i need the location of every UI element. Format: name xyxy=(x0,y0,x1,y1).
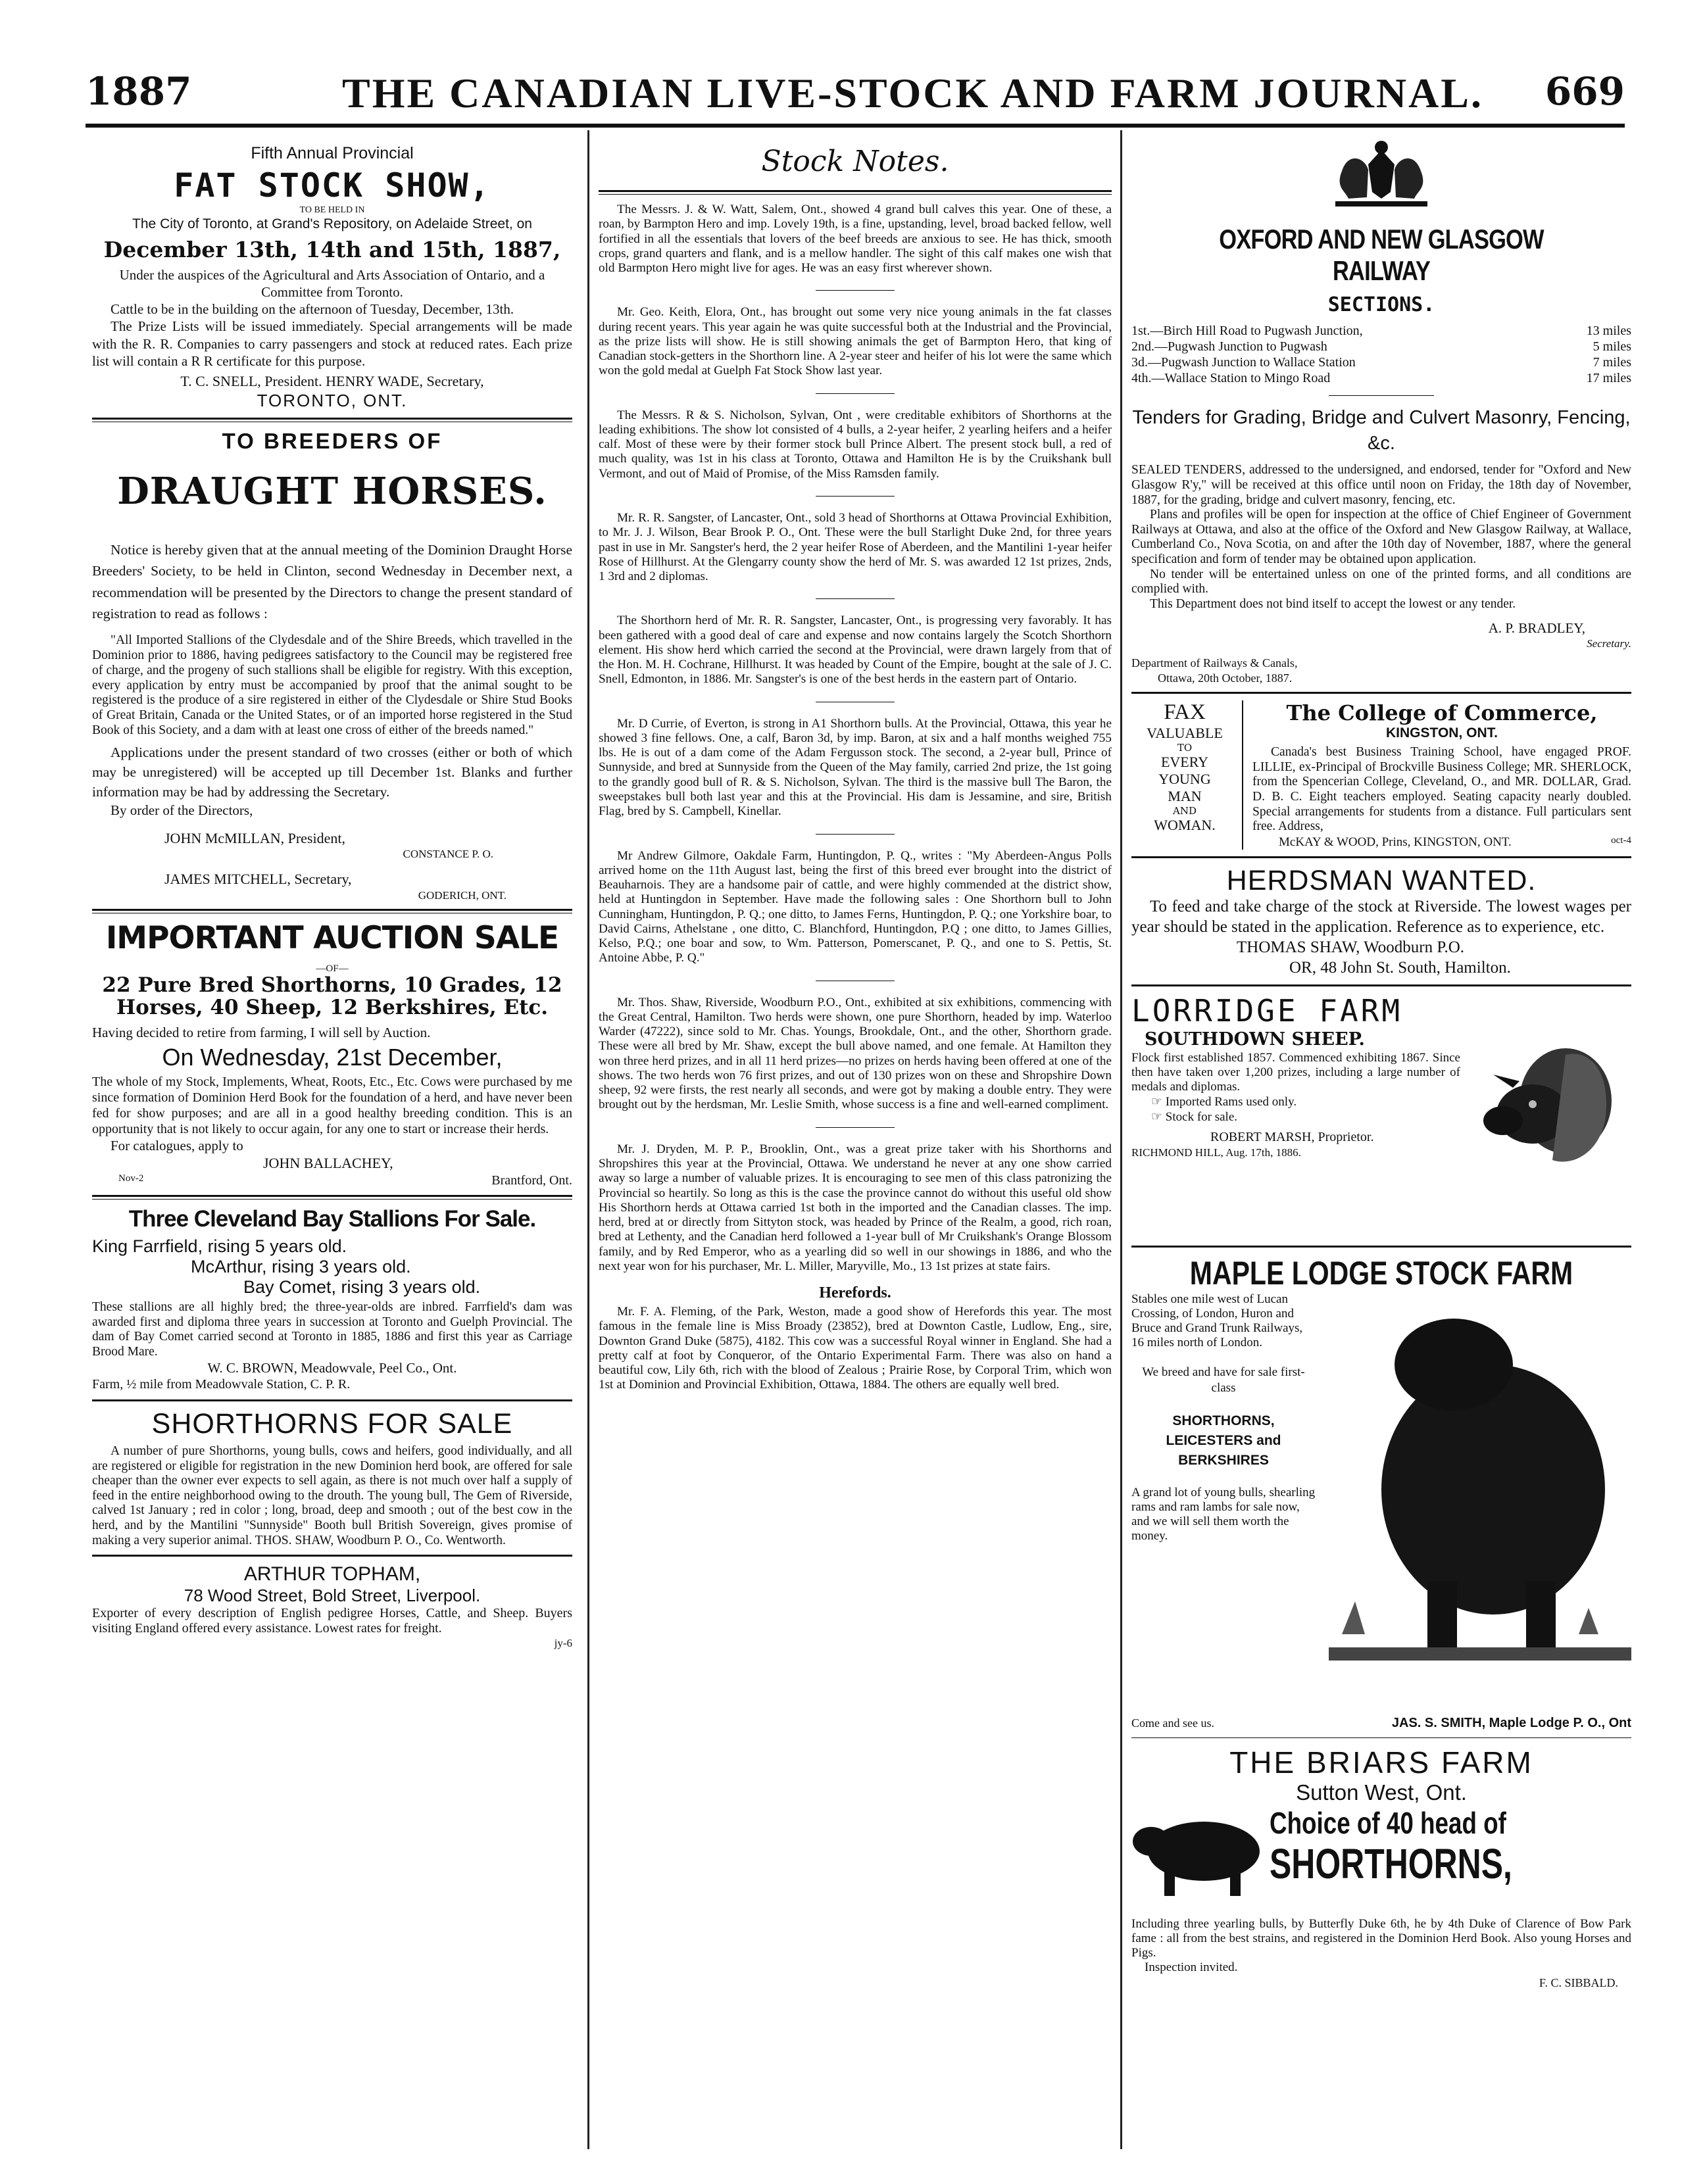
fax-sidebar xyxy=(1131,700,1243,850)
fax-text: YOUNG xyxy=(1158,771,1211,788)
ad-title: DRAUGHT HORSES. xyxy=(117,470,547,514)
sheep-head-image xyxy=(1473,1029,1625,1186)
ad-signature: McKAY & WOOD, Prins, KINGSTON, ONT. xyxy=(1279,835,1512,849)
ad-title: LORRIDGE FARM xyxy=(1131,993,1403,1029)
auction-sale-ad xyxy=(92,920,572,1189)
briars-farm-ad xyxy=(1131,1745,1631,1990)
column-middle xyxy=(599,132,1112,2144)
ad-place: KINGSTON, ONT. xyxy=(1386,725,1498,741)
ad-text: Exporter of every description of English pedigree Horses, Cattle, and Sheep. Buyers visiting England offered every assistance. Lowest rates for freight. xyxy=(92,1606,572,1636)
section-label: 4th.—Wallace Station to Mingo Road xyxy=(1131,371,1331,385)
ad-signature: ROBERT MARSH, Proprietor. xyxy=(1210,1129,1374,1144)
divider xyxy=(1131,692,1631,694)
ad-text: The City of Toronto, at Grand's Repository, on Adelaide Street, on xyxy=(132,216,532,232)
fax-text: AND xyxy=(1173,805,1197,817)
ad-text: A number of pure Shorthorns, young bulls, cows and heifers, good individually, and all are registered or eligible for registration in the new Dominion herd book, are offered for sale cheaper than the owner ever expects to sell again, as there is not much over half a supply of feed in the entire neighborhood owing to the drouth. The young bull, The Gem of Riverside, calved 1st January ; red in color ; long, broad, deep and smooth ; out of the best cow in the herd, and by the Mantilini "Sunnyside" Booth bull British Sovereign, gives promise of making a very superior animal. THOS. SHAW, Woodburn P. O., Co. Wentworth. xyxy=(92,1444,572,1547)
pointing-hand-icon: ☞ xyxy=(1151,1094,1166,1109)
ad-signature: W. C. BROWN, Meadowvale, Peel Co., Ont. xyxy=(207,1360,457,1376)
ad-title: OXFORD AND NEW GLASGOW RAILWAY xyxy=(1219,224,1544,286)
stock-note: The Messrs. R & S. Nicholson, Sylvan, Ont , were creditable exhibitors of Shorthorns at the leading exhibitions. The show lot consisted of 4 bulls, a 2-year heifer, 2 yearling heifers and a heifer calf. Most of these were by their former stock bull Prince Albert. The present stock bull, a red of much quality, was 1st in his class at Toronto, Ottawa and Hamilton He is by the Cruikshank bull Vermont, and out of Maid of Promise, of the Miss Ramsden family. xyxy=(599,408,1112,481)
ad-title: ARTHUR TOPHAM, xyxy=(243,1563,421,1586)
divider xyxy=(1131,1737,1631,1738)
railway-section-row xyxy=(1131,323,1631,339)
section-miles: 17 miles xyxy=(1586,371,1631,385)
column-divider xyxy=(1120,130,1122,2149)
stock-note: Mr. Thos. Shaw, Riverside, Woodburn P.O., Ont., exhibited at six exhibitions, commencing with the Great Central, Hamilton. Two herds were shown, one pure Shorthorn, headed by imp. Waterloo Warder (47222), since sold to Mr. Chas. Youngs, Brookdale, Ont., and the other, Shorthorn grade. These were all bred by Mr. Shaw, except the bull above named, and one female. At Hamilton they won three herd prizes, and in all 11 herd prizes—no prizes on herds having been offered at one of the shows. The two herds won 76 first prizes, and out of 130 prizes won on these and Shropshire Down sheep, 92 were firsts, the rest nearly all seconds, and were got by making a double entry. They were brought out by the herdsman, Mr. Leslie Smith, whose success is a fine and well-earned compliment. xyxy=(599,995,1112,1112)
stock-note: Mr. Geo. Keith, Elora, Ont., has brought out some very nice young animals in the fat classes during recent years. This year again he was quite successful both at the Industrial and the Provincial, as the prize lists will show. He is still showing animals the get of Barmpton Hero, that king of Canadian stock-getters in the Shorthorn line. A 2-year steer and heifer of his lot were the same which won the gold medal at Guelph Fat Stock Show last year. xyxy=(599,305,1112,378)
ad-footer xyxy=(1131,1716,1631,1731)
header-title: THE CANADIAN LIVE-STOCK AND FARM JOURNAL. xyxy=(342,70,1483,116)
ad-text: Flock first established 1857. Commenced exhibiting 1867. Since then have taken over 1,200 prizes, including a large number of medals and diplomas. xyxy=(1131,1050,1460,1094)
ad-signature: JOHN BALLACHEY, xyxy=(263,1155,393,1172)
page-header xyxy=(86,62,1625,122)
ad-pretitle: Fifth Annual Provincial xyxy=(251,144,414,162)
ad-body xyxy=(1131,1029,1631,1239)
pointing-hand-icon: ☞ xyxy=(1151,1110,1166,1125)
divider xyxy=(1329,395,1434,396)
ad-text: McArthur, rising 3 years old. xyxy=(191,1257,411,1277)
divider xyxy=(816,496,895,497)
ad-text: Imported Rams used only. xyxy=(1165,1094,1297,1109)
ad-subtitle: SECTIONS. xyxy=(1327,293,1435,316)
ad-text: These stallions are all highly bred; the three-year-olds are inbred. Farrfield's dam was awarded first and diploma three years in succession at Toronto and Guelph Provincial. The dam of Bay Comet carried second at Toronto in 1885, 1886 and first this year as Carriage Brood Mare. xyxy=(92,1300,572,1359)
ad-signature: JOHN McMILLAN, President, xyxy=(164,830,345,847)
divider xyxy=(92,1195,572,1200)
railway-ad xyxy=(1131,224,1631,685)
ad-text: A grand lot of young bulls, shearling rams and ram lambs for sale now, and we will sell them worth the money. xyxy=(1131,1485,1316,1543)
stock-note: Mr. J. Dryden, M. P. P., Brooklin, Ont., was a great prize taker with his Shorthorns and Shropshires this year at the Provincial, Ottawa. We understand he never at any one show carried away so large a number of valuable prizes. It is encouraging to see men of this class patronizing the Provincial so heartily. So long as this is the case the province cannot do without this useful old show His Shorthorn herds at Ottawa carried 1st both in the imported and the Canadian classes. The imp. herd, bred at or directly from Sittyton stock, was headed by Prince of the Realm, a good, rich roan, bred at Lethenty, and the Canadian herd followed a 1-year bull of Mr Cruikshank's Orange Blossom family, and by Red Emperor, who as a yearling did so well in our showings in 1886, and who the next year won for his purchaser, Mr. L. Miller, Maryville, Mo., 13 1st prizes at state fairs. xyxy=(599,1142,1112,1273)
ad-code: jy-6 xyxy=(554,1637,572,1650)
ad-text-block xyxy=(1131,1029,1460,1159)
section-label: 2nd.—Pugwash Junction to Pugwash xyxy=(1131,339,1327,354)
ad-text: "All Imported Stallions of the Clydesdale and of the Shire Breeds, which travelled in the Dominion prior to 1886, having pedigrees satisfactory to the Council may be registered free of charge, and the progeny of such stallions shall be eligible for registry. With this exception, every application by entry must be accompanied by proof that the animal sought to be registered is the produce of a sire registered in either of the Clydesdale or Shire Stud Books of Great Britain, Canada or the United States, or of an imported horse registered in the Stud Book of this Society, and a dam with at least one cross of either of the breeds named." xyxy=(92,633,572,737)
ad-text: No tender will be entertained unless on one of the printed forms, and all conditions are complied with. xyxy=(1131,567,1631,596)
divider xyxy=(1131,1246,1631,1248)
ad-body xyxy=(1131,1805,1631,1917)
ad-text: Notice is hereby given that at the annual meeting of the Dominion Draught Horse Breeders' Society, to be held in Clinton, second Wednesday in December next, a recommendation will be presented by the Directors to change the present standard of registration to read as follows : xyxy=(92,542,572,621)
ad-signature: T. C. SNELL, President. HENRY WADE, Secretary, xyxy=(180,372,484,389)
shorthorns-sale-ad xyxy=(92,1408,572,1548)
ad-footer xyxy=(1252,835,1631,850)
bull-image xyxy=(1329,1292,1631,1661)
header-year: 1887 xyxy=(86,69,192,114)
ad-signature: A. P. BRADLEY, xyxy=(1488,620,1585,637)
college-ad xyxy=(1131,700,1631,850)
section-label: 3d.—Pugwash Junction to Wallace Station xyxy=(1131,355,1356,370)
column-right xyxy=(1131,132,1631,2144)
fat-stock-ad xyxy=(92,143,572,411)
ad-title: FAT STOCK SHOW, xyxy=(174,166,491,205)
ad-text: By order of the Directors, xyxy=(111,802,253,819)
maple-lodge-ad xyxy=(1131,1254,1631,1731)
ad-text: Farm, ½ mile from Meadowvale Station, C. P. R. xyxy=(92,1377,351,1392)
fax-text: EVERY xyxy=(1160,754,1209,771)
ad-title: HERDSMAN WANTED. xyxy=(1226,865,1537,897)
railway-section-row xyxy=(1131,370,1631,386)
ad-text: Including three yearling bulls, by Butterfly Duke 6th, he by 4th Duke of Clarence of Bow Park fame : all from the best strains, and registered in the Dominion Herd Book. Also young Horses and Pigs. xyxy=(1131,1917,1631,1960)
ad-body xyxy=(1131,1292,1631,1713)
stock-note: Mr. F. A. Fleming, of the Park, Weston, made a good show of Herefords this year. The most famous in the female line is Miss Broady (23852), bred at Downton Castle, Ludlow, Eng., sire, Downton Grand Duke (5875), 4182. This cow was a successful Royal winner in England. She had a pretty calf at foot by Conqueror, of the Ontario Experimental Farm. There was also on hand a beautiful cow, Lily 6th, rich with the blood of Zealous ; Prairie Rose, by Corporal Trim, which won 1st at Dominion and Provincial Exhibition, Ottawa, 1884. The others are equally well bred. xyxy=(599,1305,1112,1392)
section-heading: Herefords. xyxy=(819,1284,891,1302)
topham-ad xyxy=(92,1563,572,1650)
ad-text: OR, 48 John St. South, Hamilton. xyxy=(1289,959,1511,977)
ad-text: The Prize Lists will be issued immediately. Special arrangements will be made with the R. R. Companies to carry passengers and stock at reduced rates. Each prize list will contain a R R certificate for this purpose. xyxy=(92,318,572,369)
divider xyxy=(816,393,895,394)
divider xyxy=(816,598,895,599)
ad-subtitle: 22 Pure Bred Shorthorns, 10 Grades, 12 Horses, 40 Sheep, 12 Berkshires, Etc. xyxy=(102,973,562,1019)
ad-text: Applications under the present standard of two crosses (either or both of which may be unregistered) will be accepted up till December 1st. Blanks and further information may be had by addressing the Secretary. xyxy=(92,744,572,800)
ad-text: Inspection invited. xyxy=(1145,1960,1238,1975)
divider xyxy=(1131,856,1631,858)
railway-sections-list xyxy=(1131,323,1631,386)
railway-section-row xyxy=(1131,354,1631,370)
ad-text: —OF— xyxy=(316,963,349,974)
ad-text-block xyxy=(1270,1805,1631,1887)
ad-subtitle: 78 Wood Street, Bold Street, Liverpool. xyxy=(184,1586,481,1606)
ad-text: RICHMOND HILL, Aug. 17th, 1886. xyxy=(1131,1146,1301,1159)
ad-title: THE BRIARS FARM xyxy=(1229,1745,1533,1780)
ad-title: The College of Commerce, xyxy=(1286,700,1598,726)
draught-horses-ad xyxy=(92,429,572,902)
ad-signature: THOMAS SHAW, Woodburn P.O. xyxy=(1237,938,1465,957)
divider xyxy=(599,190,1112,195)
section-miles: 5 miles xyxy=(1593,339,1631,354)
divider xyxy=(816,834,895,835)
ad-signature: JAS. S. SMITH, Maple Lodge P. O., Ont xyxy=(1391,1716,1631,1731)
ad-text: King Farrfield, rising 5 years old. xyxy=(92,1236,347,1257)
ad-text: Department of Railways & Canals, xyxy=(1131,656,1298,670)
ad-text: Plans and profiles will be open for inspection at the office of Chief Engineer of Government Railways at Ottawa, and also at the office of the Oxford and New Glasgow Railway, at Wallace, Cumberland Co., Nova Scotia, on and after the 10th day of November, 1887, where the general specification and form of tender may be obtained upon application. xyxy=(1131,508,1631,566)
divider xyxy=(92,909,572,913)
ad-text xyxy=(1131,1109,1460,1125)
ad-signature: JAMES MITCHELL, Secretary, xyxy=(164,871,352,888)
ad-title: SHORTHORNS FOR SALE xyxy=(151,1407,513,1440)
ad-place: Sutton West, Ont. xyxy=(1296,1780,1467,1805)
ad-place: TORONTO, ONT. xyxy=(257,390,408,410)
stock-note: Mr Andrew Gilmore, Oakdale Farm, Huntingdon, P. Q., writes : "My Aberdeen-Angus Polls arrived home on the 11th August last, being the first of this breed ever brought into the district of Beauharnois. They are a handsome pair of cattle, and were highly commended at the district show, held at Huntingdon in September. Have made the following sales : One Shorthorn bull to John Cunningham, Huntingdon, P. Q.; one ditto, to James Ferns, Huntingdon, P. Q.; one Yorkshire boar, to David Cairns, Athelstane , one ditto, C. Blanchford, Huntingdon, P.Q ; one ditto, to James Gillies, Kelso, P.Q.; one boar and sow, to Wm. Patterson, Pomerscanet, P. Q., and one to S. Pettis, St. Antoine Abbe, P. Q." xyxy=(599,848,1112,965)
ad-title: MAPLE LODGE STOCK FARM xyxy=(1189,1255,1573,1292)
ad-title: Three Cleveland Bay Stallions For Sale. xyxy=(128,1206,536,1232)
ad-text: Canada's best Business Training School, have engaged PROF. LILLIE, ex-Principal of Brockville Business College; MR. SHERLOCK, from the Spencerian College, Cleveland, O., and MR. DOLLAR, Grad. D. B. C. Eight teachers employed. Seating capacity nearly doubled. Special arrangements for students from a distance. Full particulars sent free. Address, xyxy=(1252,745,1631,834)
bull-image xyxy=(1131,1812,1263,1897)
section-miles: 7 miles xyxy=(1593,355,1631,370)
column-left xyxy=(92,132,572,2144)
fax-text: FAX xyxy=(1164,700,1206,725)
ad-text: Secretary. xyxy=(1587,637,1631,650)
ad-title: IMPORTANT AUCTION SALE xyxy=(105,919,559,956)
ad-text: To feed and take charge of the stock at Riverside. The lowest wages per year should be stated in the application. Reference as to experience, etc. xyxy=(1131,898,1631,936)
ad-text: Ottawa, 20th October, 1887. xyxy=(1158,671,1293,685)
ad-text: SEALED TENDERS, addressed to the undersigned, and endorsed, tender for "Oxford and New Glasgow R'y," will be received at this office until noon on Friday, the 18th day of November, 1887, for the grading, bridge and culvert masonry, fencing, etc. xyxy=(1131,463,1631,507)
ad-text: Cattle to be in the building on the afternoon of Tuesday, December, 13th. xyxy=(111,301,514,318)
ad-subtitle: Choice of 40 head of xyxy=(1270,1806,1506,1841)
herdsman-ad xyxy=(1131,865,1631,978)
ad-text: Under the auspices of the Agricultural and Arts Association of Ontario, and a Committee from Toronto. xyxy=(119,267,545,301)
ad-subtitle: SOUTHDOWN SHEEP. xyxy=(1145,1029,1365,1050)
divider xyxy=(92,1399,572,1401)
ad-text xyxy=(1131,1094,1460,1110)
ad-code: Nov-2 xyxy=(118,1173,144,1184)
fax-text: VALUABLE xyxy=(1147,725,1223,742)
ad-subtitle: Tenders for Grading, Bridge and Culvert Masonry, Fencing, &c. xyxy=(1132,407,1631,454)
fax-text: TO xyxy=(1177,742,1193,754)
divider xyxy=(92,418,572,422)
column-divider xyxy=(587,130,589,2149)
ad-text-block xyxy=(1131,1292,1316,1543)
ad-text: Having decided to retire from farming, I will sell by Auction. xyxy=(92,1025,431,1041)
royal-crest-icon xyxy=(1316,138,1447,210)
fax-text: WOMAN. xyxy=(1154,817,1216,834)
ad-text: This Department does not bind itself to accept the lowest or any tender. xyxy=(1150,596,1516,611)
ad-code: oct-4 xyxy=(1611,835,1631,846)
ad-headline: SHORTHORNS, xyxy=(1270,1840,1512,1888)
college-content xyxy=(1243,700,1631,850)
ad-footer xyxy=(92,1173,572,1189)
section-label: 1st.—Birch Hill Road to Pugwash Junction, xyxy=(1131,324,1363,338)
ad-text: The whole of my Stock, Implements, Wheat, Roots, Etc., Etc. Cows were purchased by me since formation of Dominion Herd Book for the foundation of a herd, and have never been fed for show purposes; and are all in a good healthy breeding condition. This is an opportunity that is not likely to occur again, for any one to start or increase their herds. xyxy=(92,1075,572,1137)
header-rule xyxy=(86,124,1625,128)
stock-note: Mr. D Currie, of Everton, is strong in A1 Shorthorn bulls. At the Provincial, Ottawa, this year he showed 3 fine fellows. One, a calf, Baron 3d, by imp. Baron, at six and a half months weighed 755 lbs. He is out of a dam come of the Adam Fergusson stock. The second, a 2-year bull, Prince of Sunnyside, and bred at Sunnyside from the Queen of the May family, carried 2nd prize, the 1st going to the grandly good bull of R. & S. Nicholson, Sylvan. The third is the massive bull The Baron, the sweepstakes bull both last year and this at the Provincial. His dam is Jessamine, and sire, British Flag, bred by S. Campbell, Kinellar. xyxy=(599,716,1112,819)
ad-text: Come and see us. xyxy=(1131,1716,1214,1730)
breed-name: BERKSHIRES xyxy=(1178,1452,1269,1468)
ad-pretitle: TO BREEDERS OF xyxy=(222,429,443,454)
ad-text: CONSTANCE P. O. xyxy=(403,848,493,861)
ad-text: Stables one mile west of Lucan Crossing, of London, Huron and Bruce and Grand Trunk Railways, 16 miles north of London. xyxy=(1131,1292,1303,1350)
divider xyxy=(816,1127,895,1128)
breed-name: LEICESTERS and xyxy=(1166,1432,1281,1448)
ad-text: GODERICH, ONT. xyxy=(418,888,507,902)
stock-notes-heading: Stock Notes. xyxy=(761,145,949,178)
ad-text: Stock for sale. xyxy=(1165,1110,1238,1125)
section-miles: 13 miles xyxy=(1586,324,1631,338)
header-page-number: 669 xyxy=(1544,69,1625,114)
cleveland-bay-ad xyxy=(92,1206,572,1393)
stock-note: The Messrs. J. & W. Watt, Salem, Ont., showed 4 grand bull calves this year. One of these, a roan, by Barmpton Hero and imp. Lovely 19th, is a fine, upstanding, level, broad backed fellow, well fortified in all the essentials that lovers of the beef breeds are anxious to see. He has thick, smooth crops, grand quarters and flank, and is a mellow handler. The sight of this calf makes one wish that old Barmpton Hero might live for ages. He was an easy first wherever shown. xyxy=(599,203,1112,276)
stock-note: The Shorthorn herd of Mr. R. R. Sangster, Lancaster, Ont., is progressing very favorably. It has been gathered with a good deal of care and expense and now contains largely the Scotch Shorthorn element. His show herd which carried the second at the Provincial, were drawn largely from that of the Hon. M. H. Cochrane, Hillhurst. It was headed by Count of the Empire, bought at the sale of J. C. Snell, Edmonton, in 1886. Mr. Sangster's is one of the best herds in the eastern part of Ontario. xyxy=(599,614,1112,687)
ad-text: Bay Comet, rising 3 years old. xyxy=(243,1277,481,1298)
fax-text: MAN xyxy=(1168,788,1202,805)
lorridge-farm-ad xyxy=(1131,993,1631,1239)
divider xyxy=(816,290,895,291)
ad-signature: F. C. SIBBALD. xyxy=(1539,1976,1618,1989)
ad-date: On Wednesday, 21st December, xyxy=(162,1044,503,1071)
ad-text: TO BE HELD IN xyxy=(299,205,365,215)
railway-section-row xyxy=(1131,339,1631,354)
ad-text: For catalogues, apply to xyxy=(111,1138,243,1154)
breed-name: SHORTHORNS, xyxy=(1172,1413,1275,1428)
divider xyxy=(92,1555,572,1557)
ad-dates: December 13th, 14th and 15th, 1887, xyxy=(103,237,561,263)
stock-note: Mr. R. R. Sangster, of Lancaster, Ont., sold 3 head of Shorthorns at Ottawa Provincial Exhibition, to Mr. J. J. Wilson, Bear Brook P. O., Ont. These were the bull Starlight Duke 2nd, for three years past in use in Mr. Sangster's herd, the 2 year heifer Rose of Aberdeen, and the Mantilini 1-year heifer Rose of Hillhurst. At the Glengarry county show the herd of Mr. S. was awarded 12 1st prizes, 2nds, 1 3rd and 2 diplomas. xyxy=(599,510,1112,584)
ad-place: Brantford, Ont. xyxy=(491,1173,572,1188)
ad-text: We breed and have for sale first-class xyxy=(1142,1365,1305,1395)
divider xyxy=(1131,984,1631,986)
